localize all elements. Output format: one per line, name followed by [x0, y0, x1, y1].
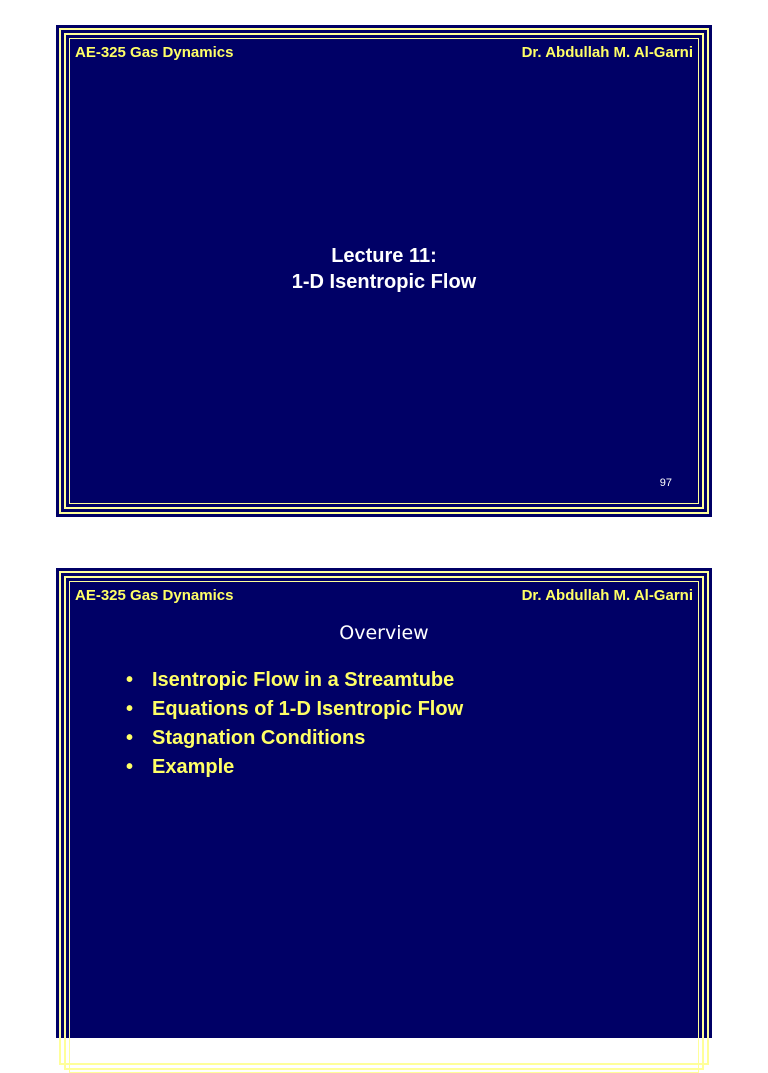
lecture-title [56, 243, 712, 295]
page-number: 98 [659, 1046, 672, 1058]
author-name: Dr. Abdullah M. Al-Garni [521, 587, 693, 604]
page-number: 97 [659, 477, 672, 489]
bullet-icon: • [126, 669, 134, 691]
bullet-icon: • [126, 698, 134, 720]
slide-border-middle [64, 576, 704, 1070]
lecture-topic: 1-D Isentropic Flow [291, 271, 477, 293]
slide-border-outer [59, 571, 709, 1065]
list-item [126, 695, 463, 724]
list-item-text: Isentropic Flow in a Streamtube [152, 669, 455, 691]
list-item-text: Stagnation Conditions [152, 727, 366, 749]
bullet-icon: • [126, 756, 134, 778]
list-item-text: Equations of 1-D Isentropic Flow [152, 698, 464, 720]
author-name: Dr. Abdullah M. Al-Garni [521, 44, 693, 61]
course-title: AE-325 Gas Dynamics [75, 44, 234, 61]
list-item [126, 724, 463, 753]
slide-lecture-title [56, 25, 712, 517]
bullet-icon: • [126, 727, 134, 749]
slide-border-inner [69, 581, 699, 1073]
slide-heading: Overview [339, 622, 429, 644]
list-item [126, 753, 463, 782]
slide-overview [56, 568, 712, 1058]
list-item-text: Example [152, 756, 235, 778]
lecture-number: Lecture 11: [331, 245, 437, 267]
list-item [126, 666, 463, 695]
bullet-list [126, 666, 463, 782]
course-title: AE-325 Gas Dynamics [75, 587, 234, 604]
